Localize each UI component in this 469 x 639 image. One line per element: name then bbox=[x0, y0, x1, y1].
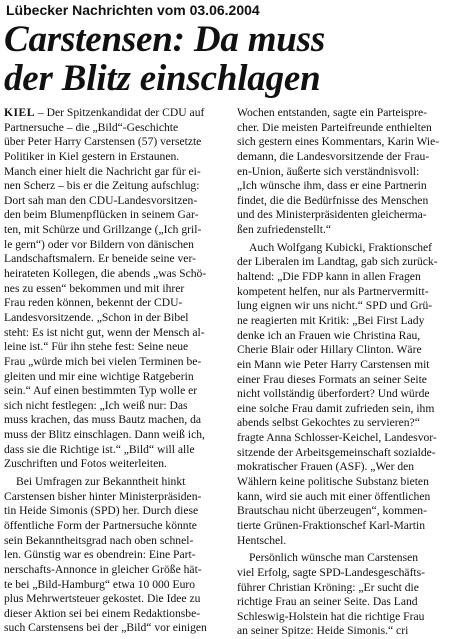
article-text-line bbox=[4, 563, 228, 578]
article-text: abends selbst Gekochtes zu servieren?“ bbox=[237, 416, 420, 430]
article-text-line bbox=[4, 252, 228, 267]
article-text: Schleswig-Holstein hat die richtige Frau bbox=[237, 609, 425, 623]
article-text-line bbox=[237, 446, 464, 461]
article-text: Cherie Blair oder Hillary Clinton. Wäre bbox=[237, 343, 422, 357]
article-text: richtige Frau an seiner Seite. Das Land bbox=[237, 595, 418, 609]
article-text-line bbox=[4, 238, 228, 253]
article-text: ein Mann wie Peter Harry Carstensen mit bbox=[237, 357, 430, 371]
article-text: und des Ministerpräsidenten gleicherma- bbox=[237, 208, 427, 222]
article-text-line bbox=[4, 578, 228, 593]
article-text-line bbox=[237, 358, 464, 373]
article-text: nicht vollständig überfordert? Und würde bbox=[237, 387, 430, 401]
article-text-line bbox=[237, 373, 464, 388]
article-text-line bbox=[4, 519, 228, 534]
article-text-line bbox=[237, 519, 464, 534]
article-text: sich gestern eines Kommentars, Karin Wie- bbox=[237, 135, 440, 149]
article-text: ne reagierten mit Kritik: „Bei First Lady bbox=[237, 313, 425, 327]
article-dateline: KIEL bbox=[4, 106, 35, 119]
article-text-line bbox=[237, 194, 464, 209]
article-text: en-Union, äußerte sich verständnisvoll: bbox=[237, 164, 420, 178]
article-text: sein.“ Auf einen bestimmten Typ wolle er bbox=[4, 384, 198, 398]
article-text: such Carstensens bei der „Bild“ vor einigen bbox=[4, 621, 207, 635]
article-text: leine ist.“ Für ihn stehe fest: Seine neue bbox=[4, 340, 189, 354]
article-text: muss krachen, das muss Bautz machen, da bbox=[4, 413, 202, 427]
article-text: Frau „würde mich bei vielen Terminen be- bbox=[4, 354, 202, 368]
article-text: – Der Spitzenkandidat der CDU auf bbox=[35, 106, 205, 119]
article-text: führer Christian Kröning: „Er sucht die bbox=[237, 580, 419, 594]
article-text-line bbox=[4, 621, 228, 636]
article-text-line bbox=[4, 179, 228, 194]
article-text: viel Erfolg, sagte SPD-Landesgeschäfts- bbox=[237, 565, 426, 579]
article-text: Frau reden können, bekennt der CDU- bbox=[4, 296, 183, 310]
article-text: le gern“) oder vor Bildern von dänischen bbox=[4, 237, 194, 251]
article-text-line bbox=[4, 428, 228, 443]
article-text: den beim Blumenpflücken in seinem Gar- bbox=[4, 208, 199, 222]
article-text: Wochen entstanden, sagte ein Parteispre- bbox=[237, 106, 427, 119]
article-text: kompetent helfen, nur als Partnervermitt- bbox=[237, 284, 429, 298]
article-text: Carstensen bisher hinter Ministerpräsiden- bbox=[4, 489, 202, 503]
article-text: eine solche Frau damit zufrieden sein, ihm bbox=[237, 401, 435, 415]
article-text: lung eignen wir uns nicht.“ SPD und Grü- bbox=[237, 299, 433, 313]
article-text-line bbox=[4, 282, 228, 297]
article-text: Bei Umfragen zur Bekanntheit hinkt bbox=[16, 475, 186, 489]
article-text: sich nicht festlegen: „Ich weiß nur: Das bbox=[4, 398, 188, 412]
article-text: nen Scherz – bis er die Zeitung aufschlug: bbox=[4, 179, 200, 193]
article-text-line bbox=[237, 387, 464, 402]
article-text-line bbox=[4, 223, 228, 238]
article-text-line bbox=[237, 106, 464, 121]
newspaper-source-line: Lübecker Nachrichten vom 03.06.2004 bbox=[6, 2, 260, 18]
article-text-line bbox=[237, 610, 464, 625]
article-text: Partnersuche – die „Bild“-Geschichte bbox=[4, 120, 179, 134]
article-text: muss der Blitz einschlagen. Dann weiß ich, bbox=[4, 428, 205, 442]
article-text-line bbox=[4, 296, 228, 311]
article-text: Brautschau nicht überzeugen“, kommen- bbox=[237, 504, 427, 518]
article-text-line bbox=[4, 135, 228, 150]
article-text: kann, wird sie auch mit einer öffentlichen bbox=[237, 489, 431, 503]
article-text: len. Günstig war es obendrein: Eine Part- bbox=[4, 548, 196, 562]
article-text: einer Frau dieses Formats an seiner Seite bbox=[237, 372, 427, 386]
article-text-line bbox=[4, 355, 228, 370]
article-text: plus Mehrwertsteuer gekostet. Die Idee zu bbox=[4, 592, 201, 606]
article-text-line bbox=[237, 343, 464, 358]
headline-line-1: Carstensen: Da muss bbox=[4, 19, 326, 60]
article-text: Landschaftsmalern. Er beneide seine ver- bbox=[4, 252, 196, 266]
article-text-line bbox=[237, 270, 464, 285]
article-text-line bbox=[237, 431, 464, 446]
article-text-line bbox=[4, 326, 228, 341]
article-text-line bbox=[237, 460, 464, 475]
article-text-line bbox=[4, 267, 228, 282]
article-text: ten, mit Schürze und Grillzange („Ich gril- bbox=[4, 223, 202, 237]
article-text: findet, die die Bedürfnisse des Menschen bbox=[237, 193, 429, 207]
article-text: über Peter Harry Carstensen (57) versetzte bbox=[4, 135, 202, 149]
article-text-line bbox=[4, 150, 228, 165]
article-column-left bbox=[4, 106, 228, 636]
article-text: der Liberalen im Landtag, gab sich zurück- bbox=[237, 255, 438, 269]
article-text-line bbox=[4, 534, 228, 549]
article-text-line bbox=[237, 121, 464, 136]
article-text: te bei „Bild-Hamburg“ etwa 10 000 Euro bbox=[4, 577, 196, 591]
article-text-line bbox=[4, 443, 228, 458]
article-text-line bbox=[237, 504, 464, 519]
article-text-line bbox=[4, 208, 228, 223]
article-text: „Ich wünsche ihm, dass er eine Partnerin bbox=[237, 179, 427, 193]
article-text-line bbox=[237, 566, 464, 581]
article-text-line bbox=[4, 413, 228, 428]
article-text: Hentschel. bbox=[237, 533, 287, 547]
article-text: demann, die Landesvorsitzende der Frau- bbox=[237, 149, 430, 163]
article-text-line bbox=[237, 581, 464, 596]
article-text-line bbox=[4, 504, 228, 519]
article-text-line bbox=[4, 490, 228, 505]
article-text-line bbox=[237, 534, 464, 549]
headline-line-2: der Blitz einschlagen bbox=[4, 58, 321, 99]
article-text-line bbox=[4, 548, 228, 563]
article-text-line bbox=[4, 384, 228, 399]
article-text: dass sie die Richtige ist.“ „Bild“ will alle bbox=[4, 442, 195, 456]
article-text-line bbox=[4, 475, 228, 490]
article-text-line bbox=[4, 457, 228, 472]
article-text-line bbox=[237, 329, 464, 344]
article-text-line bbox=[237, 402, 464, 417]
article-text-line bbox=[237, 150, 464, 165]
article-text-line bbox=[237, 255, 464, 270]
article-text: dieser Aktion sei bei einem Redaktionsbe- bbox=[4, 606, 201, 620]
article-headline bbox=[4, 20, 465, 98]
article-text-line bbox=[4, 399, 228, 414]
article-text: Auch Wolfgang Kubicki, Fraktionschef bbox=[249, 240, 433, 254]
article-text-line bbox=[4, 592, 228, 607]
article-column-right bbox=[237, 106, 464, 639]
article-text-line bbox=[237, 624, 464, 639]
article-text: sitzende der Arbeitsgemeinschaft sozialde- bbox=[237, 445, 436, 459]
article-text: mokratischer Frauen (ASF). „Wer den bbox=[237, 460, 415, 474]
article-text: nes zu essen“ bekommen und mit ihrer bbox=[4, 281, 185, 295]
article-text-line bbox=[237, 223, 464, 238]
article-text: ßen zufriedenstellt.“ bbox=[237, 223, 331, 237]
article-text-line bbox=[237, 241, 464, 256]
article-text-line bbox=[237, 475, 464, 490]
article-text-line bbox=[237, 179, 464, 194]
article-text-line bbox=[4, 106, 228, 121]
article-text: Manch einer hielt die Nachricht gar für ei- bbox=[4, 164, 201, 178]
article-text-line bbox=[237, 285, 464, 300]
article-text: an seiner Spitze: Heide Simonis.“ cri bbox=[237, 624, 409, 638]
article-text: gleiten und mir eine wichtige Ratgeberin bbox=[4, 369, 194, 383]
article-text-line bbox=[237, 299, 464, 314]
article-text-line bbox=[237, 135, 464, 150]
article-text: Zuschriften und Fotos weiterleiten. bbox=[4, 457, 167, 471]
article-text: denke ich an Frauen wie Christina Rau, bbox=[237, 328, 421, 342]
article-text: Politiker in Kiel gestern in Erstaunen. bbox=[4, 149, 180, 163]
article-text-line bbox=[4, 340, 228, 355]
article-text-line bbox=[237, 416, 464, 431]
article-text: cher. Die meisten Parteifreunde enthielten bbox=[237, 120, 432, 134]
article-text-line bbox=[4, 607, 228, 622]
article-text: nerschafts-Annonce in gleicher Größe hät- bbox=[4, 562, 202, 576]
article-text: Wählern keine politische Substanz bieten bbox=[237, 475, 429, 489]
article-text: sein Bekanntheitsgrad nach oben schnel- bbox=[4, 533, 194, 547]
article-text-line bbox=[4, 370, 228, 385]
article-text: Landesvorsitzende. „Schon in der Bibel bbox=[4, 310, 189, 324]
article-text: tin Heide Simonis (SPD) her. Durch diese bbox=[4, 504, 199, 518]
article-text-line bbox=[4, 165, 228, 180]
article-text: öffentliche Form der Partnersuche könnte bbox=[4, 518, 197, 532]
article-text: tierte Grünen-Fraktionschef Karl-Martin bbox=[237, 518, 426, 532]
article-text-line bbox=[237, 551, 464, 566]
article-text-line bbox=[237, 595, 464, 610]
article-text: Dort sah man den CDU-Landesvorsitzen- bbox=[4, 193, 198, 207]
article-text-line bbox=[4, 311, 228, 326]
article-text: Persönlich wünsche man Carstensen bbox=[249, 551, 419, 565]
article-text-line bbox=[237, 208, 464, 223]
article-text: steht: Es ist nicht gut, wenn der Mensch al- bbox=[4, 325, 205, 339]
article-text-line bbox=[4, 194, 228, 209]
article-text-line bbox=[4, 121, 228, 136]
article-text: heirateten Kollegen, die abends „was Schö- bbox=[4, 267, 207, 281]
article-text: haltend: „Die FDP kann in allen Fragen bbox=[237, 270, 421, 284]
article-text: fragte Anna Schlosser-Keichel, Landesvor- bbox=[237, 431, 437, 445]
article-text-line bbox=[237, 490, 464, 505]
article-text-line bbox=[237, 314, 464, 329]
article-text-line bbox=[237, 165, 464, 180]
